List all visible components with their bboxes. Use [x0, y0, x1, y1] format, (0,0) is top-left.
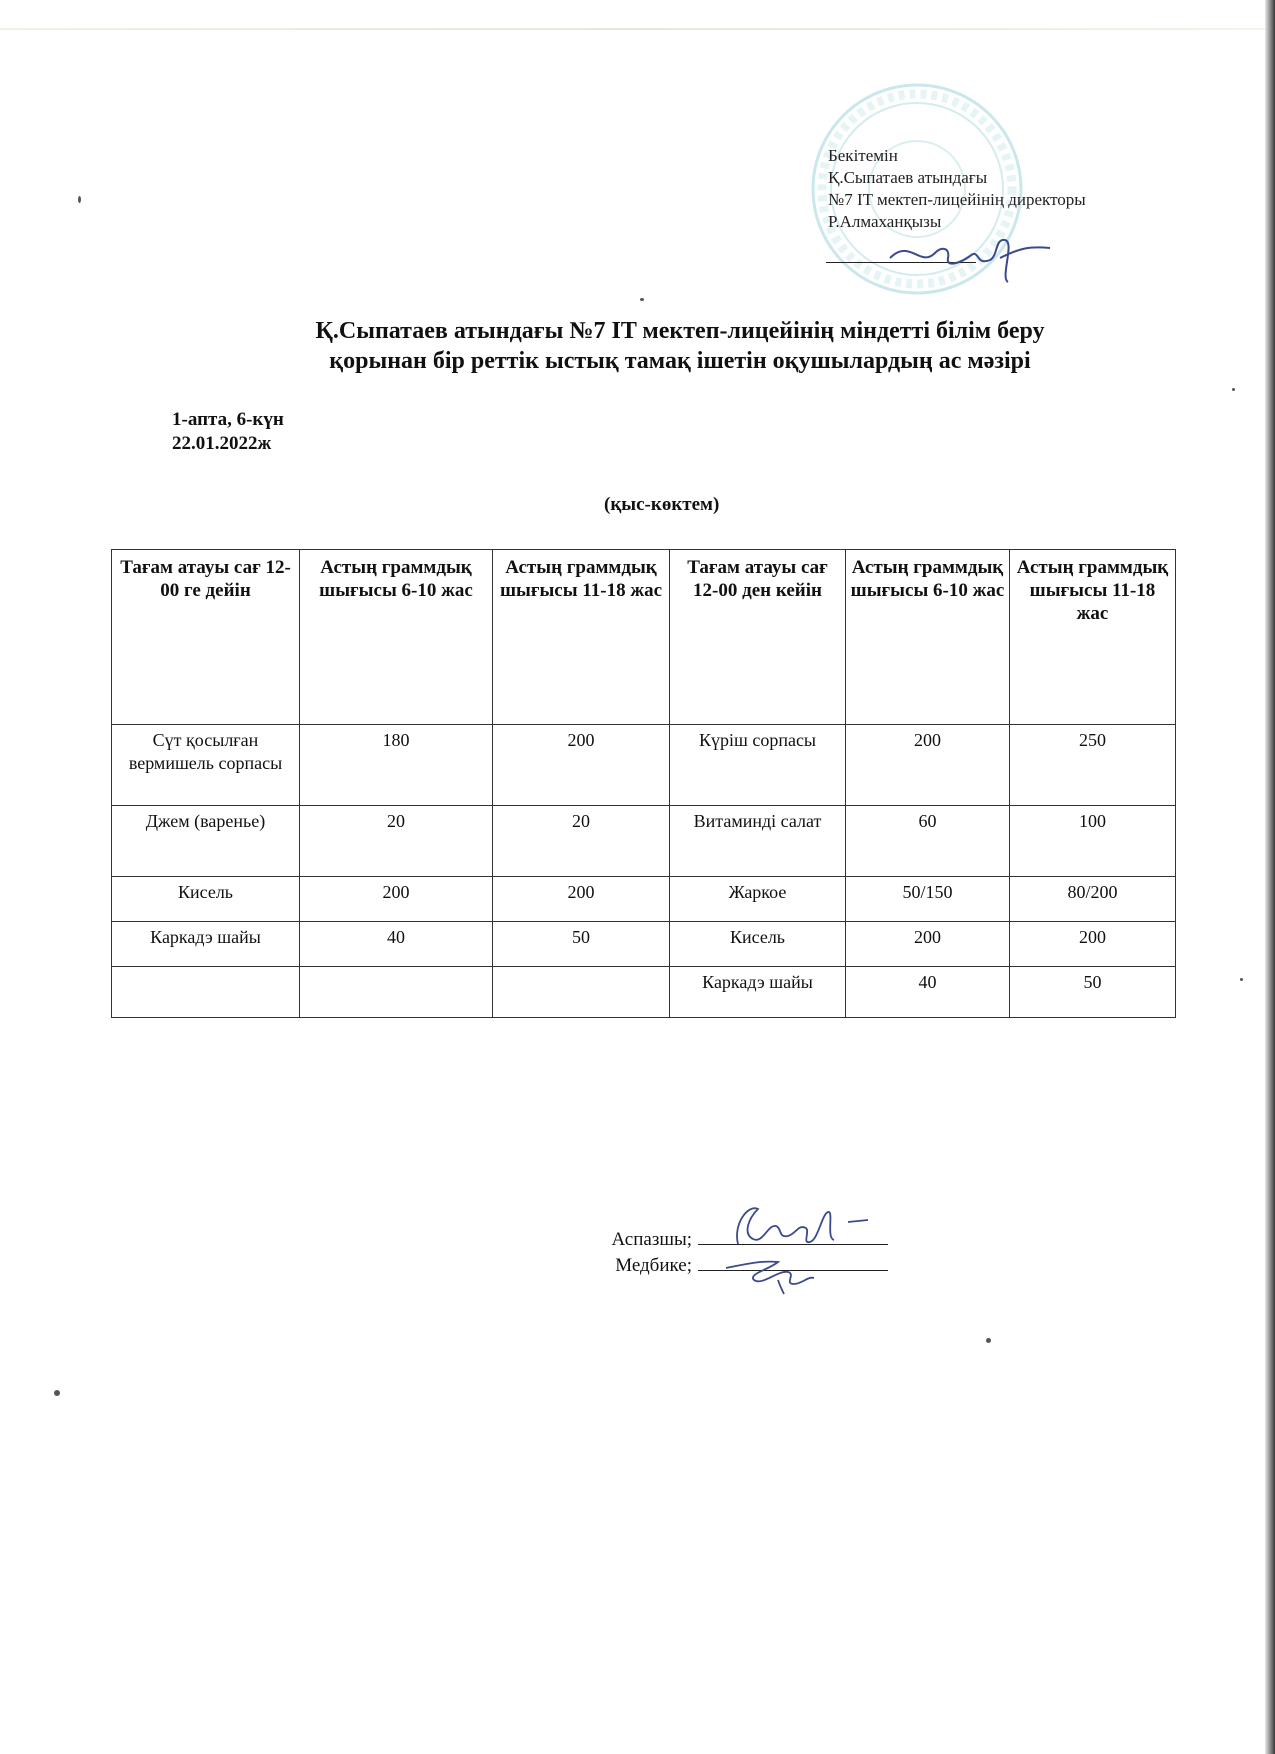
- table-cell: 200: [846, 922, 1010, 967]
- scan-speck: [54, 1390, 60, 1396]
- table-row: [112, 725, 1176, 806]
- scan-speck: [640, 298, 644, 301]
- header-portion-6-10: Астың граммдық шығысы 6-10 жас: [300, 550, 493, 725]
- header-portion-6-10: Астың граммдық шығысы 6-10 жас: [846, 550, 1010, 725]
- table-row: [112, 922, 1176, 967]
- week-day: 1-апта, 6-күн: [172, 409, 284, 430]
- table-cell: Жаркое: [670, 877, 846, 922]
- scan-edge-right: [1265, 0, 1275, 1754]
- nurse-label: Медбике;: [615, 1255, 692, 1276]
- menu-table: [111, 549, 1176, 1018]
- table-header-row: [112, 550, 1176, 725]
- season-label: (қыс-көктем): [604, 494, 720, 515]
- title-line-1: Қ.Сыпатаев атындағы №7 IT мектеп-лицейінің міндетті білім беру: [315, 318, 1045, 344]
- table-cell: Каркадэ шайы: [112, 922, 300, 967]
- table-cell: 20: [300, 806, 493, 877]
- table-cell: 200: [493, 725, 670, 806]
- table-cell: Күріш сорпасы: [670, 725, 846, 806]
- table-row: [112, 877, 1176, 922]
- scan-speck: [986, 1338, 991, 1343]
- header-portion-11-18: Астың граммдық шығысы 11-18 жас: [493, 550, 670, 725]
- table-cell: 180: [300, 725, 493, 806]
- table-cell: 80/200: [1010, 877, 1176, 922]
- table-cell: 50/150: [846, 877, 1010, 922]
- director-signature: [880, 218, 1060, 288]
- header-portion-11-18: Астың граммдық шығысы 11-18 жас: [1010, 550, 1176, 725]
- approval-line: Бекітемін: [828, 146, 898, 165]
- table-cell: 100: [1010, 806, 1176, 877]
- cook-label: Аспазшы;: [611, 1229, 692, 1250]
- table-cell: 40: [300, 922, 493, 967]
- table-cell: Сүт қосылған вермишель сорпасы: [112, 725, 300, 806]
- table-cell: Каркадэ шайы: [670, 967, 846, 1018]
- table-cell: 200: [1010, 922, 1176, 967]
- scan-speck: [1240, 978, 1243, 981]
- approval-line: Қ.Сыпатаев атындағы: [828, 168, 988, 187]
- table-cell: 50: [1010, 967, 1176, 1018]
- title-line-2: қорынан бір реттік ыстық тамақ ішетін оқушылардың ас мәзірі: [329, 348, 1031, 374]
- approval-line: №7 IT мектеп-лицейінің директоры: [828, 190, 1086, 209]
- header-dish-before-noon: Тағам атауы сағ 12-00 ге дейін: [112, 550, 300, 725]
- scan-edge-top: [0, 28, 1265, 30]
- table-cell: 200: [846, 725, 1010, 806]
- week-day-block: [172, 408, 284, 456]
- table-cell: [112, 967, 300, 1018]
- scan-speck: [1232, 388, 1235, 391]
- table-cell: [300, 967, 493, 1018]
- table-cell: 40: [846, 967, 1010, 1018]
- header-dish-after-noon: Тағам атауы сағ 12-00 ден кейін: [670, 550, 846, 725]
- table-cell: 50: [493, 922, 670, 967]
- table-cell: 250: [1010, 725, 1176, 806]
- table-cell: [493, 967, 670, 1018]
- table-cell: Витаминді салат: [670, 806, 846, 877]
- scan-speck: [78, 196, 81, 203]
- table-cell: 200: [493, 877, 670, 922]
- document-title: [100, 316, 1260, 376]
- approval-line: Р.Алмаханқызы: [828, 212, 942, 231]
- table-cell: 60: [846, 806, 1010, 877]
- table-row: [112, 806, 1176, 877]
- table-cell: Кисель: [670, 922, 846, 967]
- nurse-signature: [718, 1240, 828, 1296]
- table-cell: 200: [300, 877, 493, 922]
- table-row: [112, 967, 1176, 1018]
- table-cell: Джем (варенье): [112, 806, 300, 877]
- table-cell: 20: [493, 806, 670, 877]
- table-cell: Кисель: [112, 877, 300, 922]
- menu-date: 22.01.2022ж: [172, 433, 272, 454]
